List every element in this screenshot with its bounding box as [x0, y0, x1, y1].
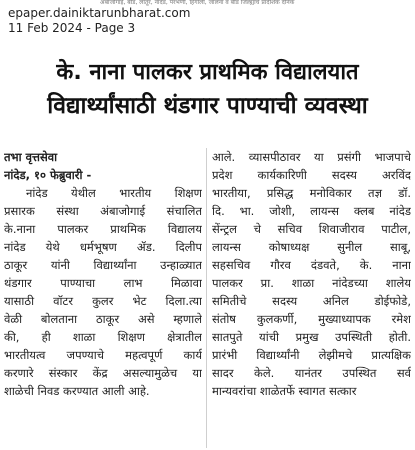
article-text-line: सादर केले. यानंतर उपस्थित सर्व — [212, 366, 411, 380]
headline-line-2: विद्यार्थ्यांसाठी थंडगार पाण्याची व्यवस्था — [47, 93, 368, 119]
article-headline — [0, 58, 415, 122]
article-text-line: सातपुते यांची प्रमुख उपस्थिती होती. — [212, 330, 411, 344]
article-text-line: प्रदेश कार्यकारिणी सदस्य अरविंद — [212, 168, 411, 182]
article-text-line: भारतीया, प्रसिद्ध मनोविकार तज्ञ डॉ. — [212, 186, 411, 200]
article-text-line: लायन्स कोषाध्यक्ष सुनील साबू, — [212, 240, 411, 254]
source-info — [8, 6, 190, 36]
article-text-line: यासाठी वॉटर कुलर भेट दिला.त्या — [4, 294, 202, 308]
article-column-right — [212, 148, 411, 400]
article-text-line: के.नाना पालकर प्राथमिक विद्यालय — [4, 222, 202, 236]
article-text-line: दि. भा. जोशी, लायन्स क्लब नांदेड — [212, 204, 411, 218]
article-text-line: वेळी बोलताना ठाकूर असे म्हणाले — [4, 312, 202, 326]
byline-dateline: नांदेड, १० फेब्रुवारी - — [4, 168, 92, 182]
article-text-line: थंडगार पाण्याचा लाभ मिळावा — [4, 276, 202, 290]
headline-line-1: के. नाना पालकर प्राथमिक विद्यालयात — [56, 60, 359, 85]
article-column-left — [4, 148, 202, 400]
article-text-line: ठाकूर यांनी विद्यार्थ्यांना उन्हाळ्यात — [4, 258, 202, 272]
article-text-line: भारतीयत्व जपण्याचे महत्वपूर्ण कार्य — [4, 348, 202, 362]
article-text-line: करणारे संस्कार केंद्र असल्यामुळेच या — [4, 366, 202, 380]
source-url[interactable]: epaper.dainiktarunbharat.com — [8, 6, 191, 20]
article-text-line: की, ही शाळा शिक्षण क्षेत्रातील — [4, 330, 202, 344]
article-text-line: आले. व्यासपीठावर या प्रसंगी भाजपाचे — [212, 150, 411, 164]
article-text-line: नांदेड येथील भारतीय शिक्षण — [26, 186, 202, 200]
article-text-line: समितीचे सदस्य अनिल डोईफोडे, — [212, 294, 411, 308]
article-text-line: प्रसारक संस्था अंबाजोगाई संचालित — [4, 204, 202, 218]
article-text-line: मान्यवरांचा शाळेतर्फे स्वागत सत्कार — [212, 384, 357, 398]
article-text-line: सेंन्ट्रल चे सचिव शिवाजीराव पाटील, — [212, 222, 411, 236]
byline-agency: तभा वृत्तसेवा — [4, 150, 58, 164]
date-page: 11 Feb 2024 - Page 3 — [8, 21, 136, 35]
column-divider — [206, 148, 207, 448]
article-text-line: पालकर प्रा. शाळा नांदेडच्या शालेय — [212, 276, 411, 290]
article-text-line: संतोष कुलकर्णी, मुख्याध्यापक रमेश — [212, 312, 411, 326]
article-text-line: शाळेची निवड करण्यात आली आहे. — [4, 384, 150, 398]
article-text-line: प्रारंभी विद्यार्थ्यांनी लेझीमचे प्रात्यक्षिक — [212, 348, 411, 362]
masthead-strip: अंबाजोगाई, बीड, लातूर, नांदेड, परभणी, हिंगोली, जालना व बीड जिल्ह्यांचे प्रादेशिक दैनिक — [100, 0, 295, 6]
article-text-line: नांदेड येथे धर्मभूषण ॲड. दिलीप — [4, 240, 202, 254]
article-text-line: सहसचिव गौरव दंडवते, के. नाना — [212, 258, 411, 272]
